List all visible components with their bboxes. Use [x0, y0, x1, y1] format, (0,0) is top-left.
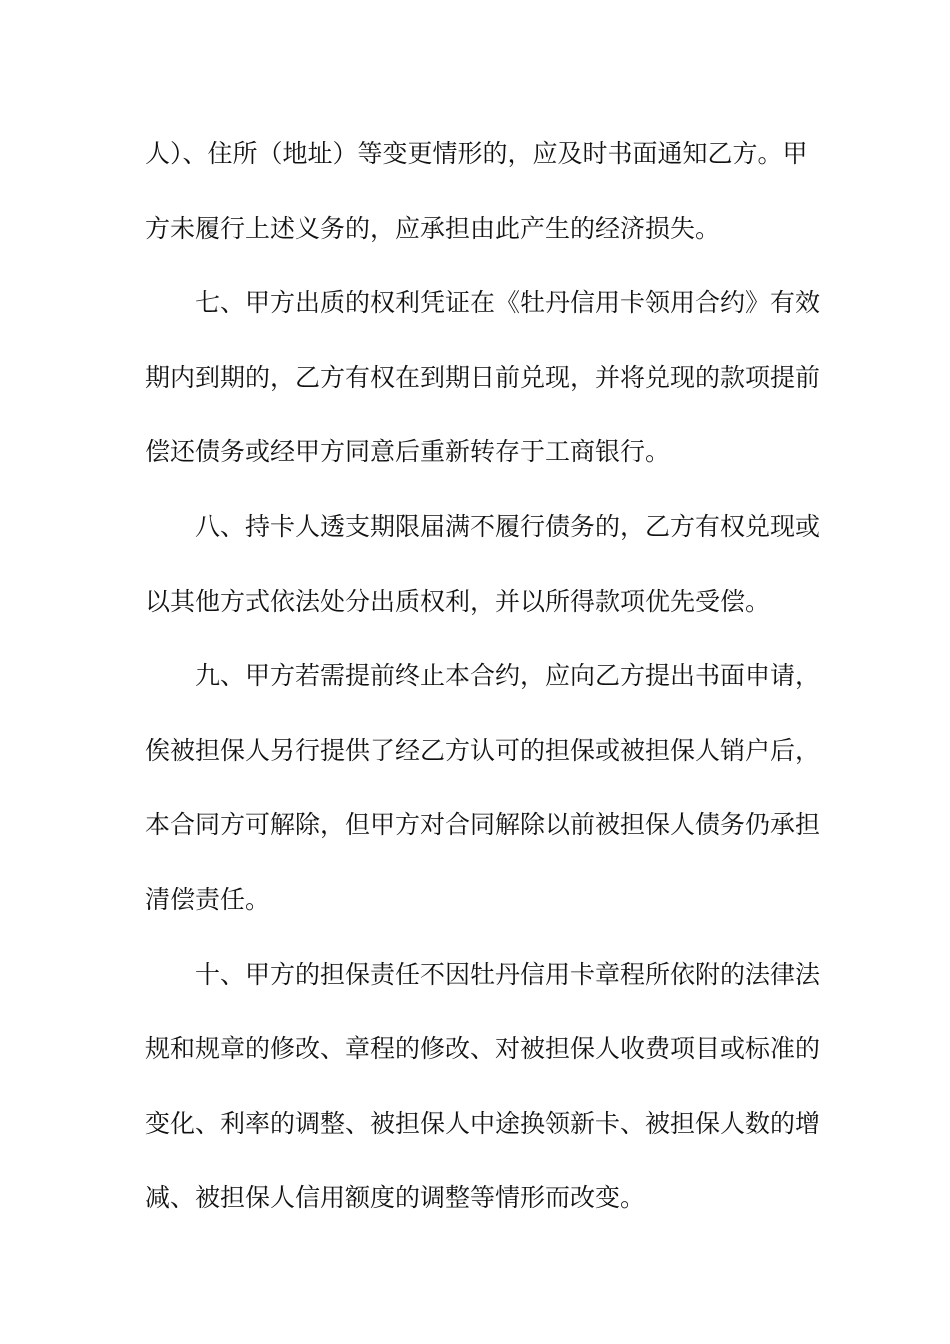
paragraph-10-start: 十、甲方的担保责任不因牡丹信用卡章程所依附的法律法 [195, 959, 821, 989]
text-line: 人）、住所（地址）等变更情形的，应及时书面通知乙方。甲 [145, 139, 808, 168]
text-line: 偿还债务或经甲方同意后重新转存于工商银行。 [145, 437, 671, 467]
text-line: 期内到期的，乙方有权在到期日前兑现，并将兑现的款项提前 [145, 362, 821, 392]
text-line: 方未履行上述义务的，应承担由此产生的经济损失。 [145, 213, 721, 243]
text-line: 以其他方式依法处分出质权利，并以所得款项优先受偿。 [145, 586, 771, 616]
text-line: 俟被担保人另行提供了经乙方认可的担保或被担保人销户后， [145, 735, 821, 765]
text-line: 本合同方可解除，但甲方对合同解除以前被担保人债务仍承担 [145, 810, 821, 840]
paragraph-7-start: 七、甲方出质的权利凭证在《牡丹信用卡领用合约》有效 [195, 288, 821, 318]
paragraph-8-start: 八、持卡人透支期限届满不履行债务的，乙方有权兑现或 [195, 511, 821, 541]
document-body [145, 125, 821, 1244]
text-line: 清偿责任。 [145, 884, 271, 914]
text-line: 变化、利率的调整、被担保人中途换领新卡、被担保人数的增 [145, 1108, 821, 1138]
paragraph-9-start: 九、甲方若需提前终止本合约，应向乙方提出书面申请， [195, 661, 821, 691]
text-line: 规和规章的修改、章程的修改、对被担保人收费项目或标准的 [145, 1034, 821, 1064]
text-line: 减、被担保人信用额度的调整等情形而改变。 [145, 1183, 646, 1213]
